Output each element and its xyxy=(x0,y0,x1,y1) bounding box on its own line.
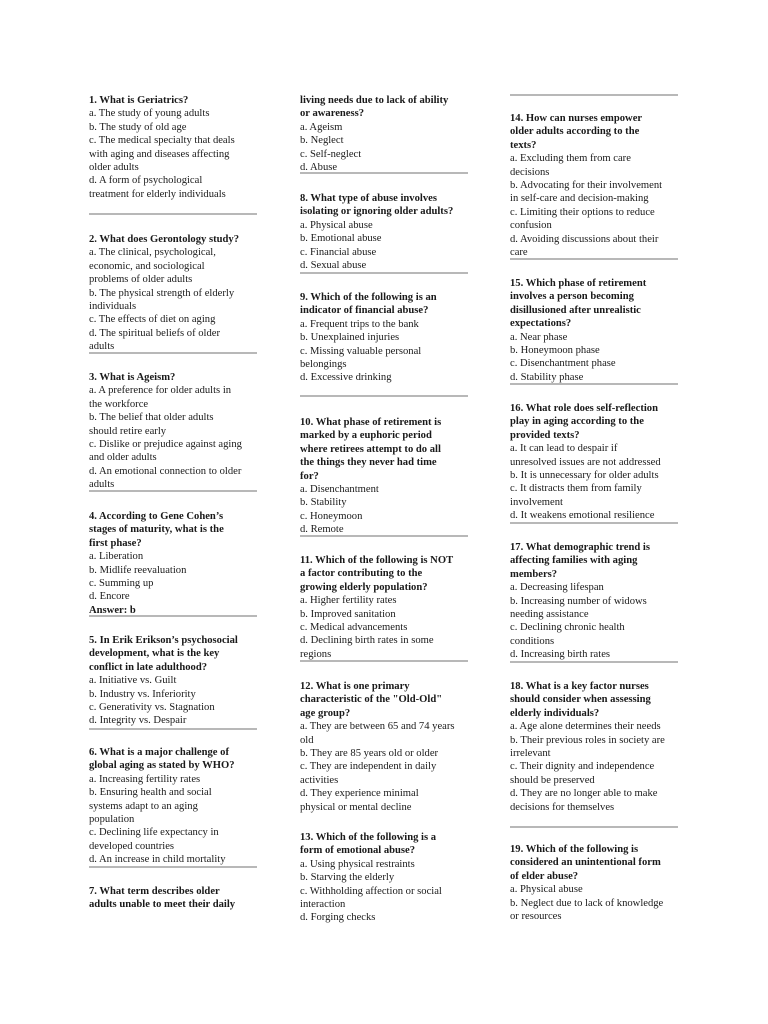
answer-option: c. Honeymoon xyxy=(300,510,363,522)
answer-option: b. The belief that older adults xyxy=(89,412,214,424)
answer-option: d. Encore xyxy=(89,591,130,603)
answer-option: belongings xyxy=(300,359,347,371)
question-text: disillusioned after unrealistic xyxy=(510,304,641,316)
answer-option: a. Increasing fertility rates xyxy=(89,773,201,785)
question-text: isolating or ignoring older adults? xyxy=(300,206,454,218)
question-text: involves a person becoming xyxy=(510,291,634,303)
answer-option: b. Industry vs. Inferiority xyxy=(89,688,196,700)
answer-option: should be preserved xyxy=(510,774,595,786)
question-text: 11. Which of the following is NOT xyxy=(300,555,454,566)
answer-option: developed countries xyxy=(89,840,175,852)
separator-line xyxy=(300,272,468,274)
answer-option: physical or mental decline xyxy=(300,801,412,813)
answer-option: d. The spiritual beliefs of older xyxy=(89,327,221,339)
answer-option: c. Their dignity and independence xyxy=(510,761,655,773)
answer-option: regions xyxy=(300,648,332,660)
answer-option: c. Self-neglect xyxy=(300,148,362,160)
answer-option: b. Honeymoon phase xyxy=(510,345,600,357)
question-text: play in aging according to the xyxy=(510,416,644,428)
question-text: 9. Which of the following is an xyxy=(300,292,437,303)
question-block xyxy=(300,94,480,174)
question-text: the things they never had time xyxy=(300,457,437,469)
question-text: 10. What phase of retirement is xyxy=(300,417,442,428)
question-text: adults unable to meet their daily xyxy=(89,899,236,911)
answer-option: care xyxy=(510,247,528,259)
question-text: first phase? xyxy=(89,537,142,549)
question-block xyxy=(510,843,690,923)
question-text: 15. Which phase of retirement xyxy=(510,278,647,289)
answer-option: c. Summing up xyxy=(89,578,154,590)
separator-line xyxy=(89,490,257,492)
answer-option: a. Initiative vs. Guilt xyxy=(89,675,177,687)
answer-option: needing assistance xyxy=(510,609,589,621)
separator-line xyxy=(510,826,678,828)
answer-option: d. Sexual abuse xyxy=(300,260,367,272)
answer-option: b. Increasing number of widows xyxy=(510,595,647,607)
answer-option: b. It is unnecessary for older adults xyxy=(510,470,659,482)
question-text: characteristic of the "Old-Old" xyxy=(300,694,443,706)
answer-option: a. Liberation xyxy=(89,551,144,563)
answer-option: interaction xyxy=(300,899,346,911)
answer-option: c. Withholding affection or social xyxy=(300,885,442,897)
question-text: indicator of financial abuse? xyxy=(300,305,429,317)
question-text: 16. What role does self-reflection xyxy=(510,403,658,414)
answer-option: b. Neglect due to lack of knowledge xyxy=(510,897,664,909)
question-text: affecting families with aging xyxy=(510,555,638,567)
question-block xyxy=(510,277,690,384)
answer-option: c. It distracts them from family xyxy=(510,483,642,495)
question-block xyxy=(300,416,480,537)
answer-option: a. They are between 65 and 74 years xyxy=(300,721,455,733)
answer-option: a. Physical abuse xyxy=(300,219,373,231)
answer-option: a. Age alone determines their needs xyxy=(510,721,661,733)
question-block xyxy=(89,233,269,354)
answer-key: Answer: b xyxy=(89,604,136,616)
answer-option: should retire early xyxy=(89,425,167,437)
question-text: for? xyxy=(300,470,319,482)
answer-option: c. Dislike or prejudice against aging xyxy=(89,439,242,451)
answer-option: adults xyxy=(89,341,115,353)
answer-option: d. Forging checks xyxy=(300,912,376,924)
question-text: 19. Which of the following is xyxy=(510,844,639,855)
answer-option: systems adapt to an aging xyxy=(89,800,198,812)
answer-option: a. Near phase xyxy=(510,331,568,343)
answer-option: a. Higher fertility rates xyxy=(300,595,397,607)
answer-option: d. Declining birth rates in some xyxy=(300,635,434,647)
question-block xyxy=(300,680,480,814)
answer-option: treatment for elderly individuals xyxy=(89,188,226,200)
separator-line xyxy=(89,728,257,730)
answer-option: b. The physical strength of elderly xyxy=(89,287,235,299)
answer-option: c. Generativity vs. Stagnation xyxy=(89,702,215,714)
separator-line xyxy=(300,395,468,397)
answer-option: economic, and sociological xyxy=(89,260,205,272)
answer-option: b. Midlife reevaluation xyxy=(89,564,187,576)
question-text: 12. What is one primary xyxy=(300,681,410,692)
answer-option: d. Integrity vs. Despair xyxy=(89,715,187,727)
question-block xyxy=(300,192,480,272)
answer-option: a. Using physical restraints xyxy=(300,858,415,870)
answer-option: c. Medical advancements xyxy=(300,622,408,634)
answer-option: b. Improved sanitation xyxy=(300,608,396,620)
answer-option: a. The clinical, psychological, xyxy=(89,247,216,259)
question-text: growing elderly population? xyxy=(300,581,428,593)
answer-option: d. They experience minimal xyxy=(300,788,419,800)
answer-option: b. Ensuring health and social xyxy=(89,787,212,799)
question-text: members? xyxy=(510,568,558,580)
question-block xyxy=(89,510,269,617)
answer-option: and older adults xyxy=(89,452,157,464)
question-text: 2. What does Gerontology study? xyxy=(89,234,239,245)
separator-line xyxy=(89,615,257,617)
answer-option: c. They are independent in daily xyxy=(300,761,437,773)
answer-option: a. A preference for older adults in xyxy=(89,385,232,397)
question-text: expectations? xyxy=(510,318,572,330)
answer-option: d. Avoiding discussions about their xyxy=(510,233,659,245)
answer-option: c. Declining life expectancy in xyxy=(89,827,219,839)
answer-option: b. Stability xyxy=(300,497,347,509)
question-text: elderly individuals? xyxy=(510,707,600,719)
question-block xyxy=(510,680,690,814)
answer-option: c. Missing valuable personal xyxy=(300,345,422,357)
question-text: 1. What is Geriatrics? xyxy=(89,95,189,106)
answer-option: b. Starving the elderly xyxy=(300,872,395,884)
separator-line xyxy=(510,383,678,385)
question-block xyxy=(510,112,690,259)
answer-option: b. Emotional abuse xyxy=(300,233,382,245)
answer-option: d. Remote xyxy=(300,524,344,536)
question-text: 18. What is a key factor nurses xyxy=(510,681,649,692)
answer-option: d. An increase in child mortality xyxy=(89,854,226,866)
question-text: 4. According to Gene Cohen’s xyxy=(89,511,224,522)
question-block xyxy=(89,634,269,728)
separator-line xyxy=(300,172,468,174)
separator-line xyxy=(300,535,468,537)
question-text: where retirees attempt to do all xyxy=(300,443,441,455)
answer-option: conditions xyxy=(510,635,555,647)
answer-option: or resources xyxy=(510,911,562,923)
question-text: 6. What is a major challenge of xyxy=(89,747,229,758)
question-block xyxy=(510,541,690,662)
question-text: older adults according to the xyxy=(510,126,640,138)
separator-line xyxy=(300,660,468,662)
answer-option: old xyxy=(300,734,314,746)
answer-option: c. The effects of diet on aging xyxy=(89,314,216,326)
answer-option: d. A form of psychological xyxy=(89,175,203,187)
question-text: of elder abuse? xyxy=(510,870,579,882)
separator-line xyxy=(510,661,678,663)
answer-option: b. Their previous roles in society are xyxy=(510,734,665,746)
separator-line xyxy=(89,866,257,868)
question-text: living needs due to lack of ability xyxy=(300,95,449,106)
answer-option: population xyxy=(89,814,135,826)
question-block xyxy=(300,831,480,925)
answer-option: individuals xyxy=(89,301,137,313)
answer-option: c. Limiting their options to reduce xyxy=(510,206,655,218)
answer-option: d. Excessive drinking xyxy=(300,372,392,384)
answer-option: b. The study of old age xyxy=(89,121,187,133)
question-text: provided texts? xyxy=(510,429,580,441)
question-text: should consider when assessing xyxy=(510,694,651,706)
answer-option: a. Frequent trips to the bank xyxy=(300,318,419,330)
answer-option: b. Advocating for their involvement xyxy=(510,180,663,192)
answer-option: b. They are 85 years old or older xyxy=(300,748,439,760)
answer-option: in self-care and decision-making xyxy=(510,193,649,205)
question-text: a factor contributing to the xyxy=(300,568,423,580)
answer-option: b. Neglect xyxy=(300,135,344,147)
question-text: texts? xyxy=(510,139,537,151)
answer-option: unresolved issues are not addressed xyxy=(510,456,661,468)
question-text: global aging as stated by WHO? xyxy=(89,760,235,772)
answer-option: irrelevant xyxy=(510,748,551,760)
answer-option: confusion xyxy=(510,220,552,232)
answer-option: d. It weakens emotional resilience xyxy=(510,510,655,522)
answer-option: older adults xyxy=(89,162,139,174)
answer-option: a. Physical abuse xyxy=(510,884,583,896)
answer-option: d. An emotional connection to older xyxy=(89,465,242,477)
question-text: stages of maturity, what is the xyxy=(89,524,224,536)
answer-option: decisions xyxy=(510,166,550,178)
answer-option: b. Unexplained injuries xyxy=(300,332,400,344)
answer-option: involvement xyxy=(510,496,563,508)
answer-option: adults xyxy=(89,479,115,491)
answer-option: c. Declining chronic health xyxy=(510,622,625,634)
question-text: considered an unintentional form xyxy=(510,857,661,869)
separator-line xyxy=(89,352,257,354)
answer-option: a. Excluding them from care xyxy=(510,153,631,165)
question-text: 5. In Erik Erikson’s psychosocial xyxy=(89,635,238,646)
question-text: 14. How can nurses empower xyxy=(510,113,643,124)
separator-line xyxy=(510,94,678,96)
question-block xyxy=(89,371,269,492)
answer-option: d. Abuse xyxy=(300,162,338,174)
answer-option: a. The study of young adults xyxy=(89,108,210,120)
answer-option: c. The medical specialty that deals xyxy=(89,135,235,147)
question-text: conflict in late adulthood? xyxy=(89,661,208,673)
answer-option: d. Stability phase xyxy=(510,371,584,383)
question-block xyxy=(89,746,269,867)
question-text: 3. What is Ageism? xyxy=(89,372,176,383)
answer-option: c. Financial abuse xyxy=(300,246,377,258)
answer-option: activities xyxy=(300,774,339,786)
answer-option: the workforce xyxy=(89,398,149,410)
question-block xyxy=(89,94,269,201)
answer-option: decisions for themselves xyxy=(510,801,615,813)
answer-option: with aging and diseases affecting xyxy=(89,148,230,160)
answer-option: d. They are no longer able to make xyxy=(510,788,658,800)
question-block xyxy=(510,402,690,523)
question-text: form of emotional abuse? xyxy=(300,845,416,857)
answer-option: d. Increasing birth rates xyxy=(510,649,611,661)
answer-option: a. Disenchantment xyxy=(300,484,379,496)
question-text: marked by a euphoric period xyxy=(300,430,432,442)
question-block xyxy=(89,885,269,912)
question-text: or awareness? xyxy=(300,108,365,120)
question-text: 7. What term describes older xyxy=(89,886,220,897)
separator-line xyxy=(510,258,678,260)
question-text: 13. Which of the following is a xyxy=(300,832,437,843)
question-text: 8. What type of abuse involves xyxy=(300,193,437,204)
answer-option: a. Ageism xyxy=(300,121,343,133)
separator-line xyxy=(89,213,257,215)
answer-option: problems of older adults xyxy=(89,274,193,286)
question-text: age group? xyxy=(300,707,351,719)
separator-line xyxy=(510,522,678,524)
answer-option: a. It can lead to despair if xyxy=(510,443,618,455)
answer-option: c. Disenchantment phase xyxy=(510,358,616,370)
question-block xyxy=(300,554,480,661)
question-text: 17. What demographic trend is xyxy=(510,542,650,553)
question-block xyxy=(300,291,480,385)
question-text: development, what is the key xyxy=(89,648,220,660)
answer-option: a. Decreasing lifespan xyxy=(510,582,604,594)
